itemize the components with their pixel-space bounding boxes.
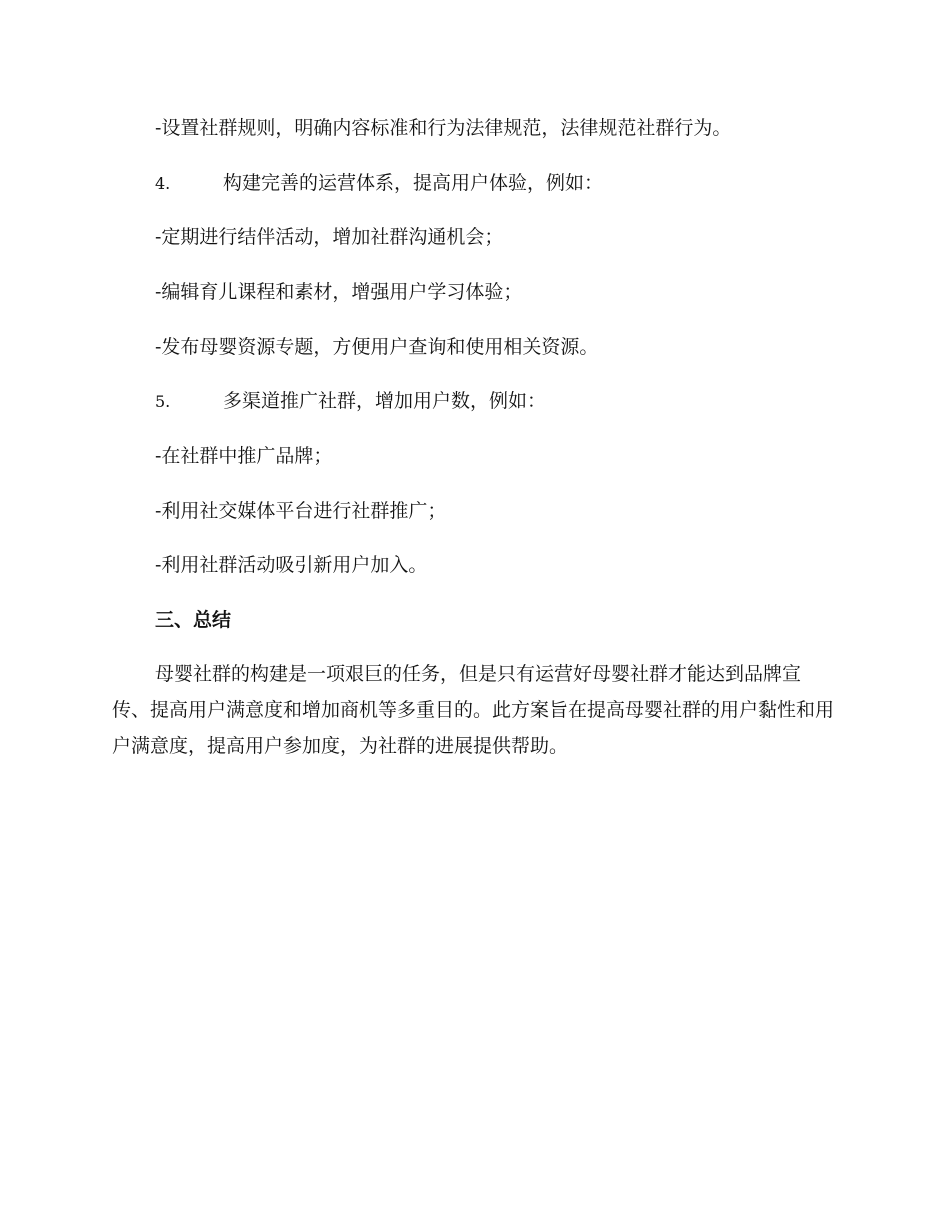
summary-paragraph <box>112 656 838 764</box>
section-heading: 三、总结 <box>155 609 232 631</box>
summary-text: 母婴社群的构建是一项艰巨的任务，但是只有运营好母婴社群才能达到品牌宣传、提高用户满意度和增加商机等多重目的。此方案旨在提高母婴社群的用户黏性和用户满意度，提高用户参加度，为社群的进展提供帮助。 <box>112 663 835 757</box>
item-text: 构建完善的运营体系，提高用户体验，例如： <box>223 172 604 194</box>
bullet-text: -发布母婴资源专题，方便用户查询和使用相关资源。 <box>155 336 599 358</box>
numbered-item-5 <box>155 387 546 416</box>
bullet-text: -利用社群活动吸引新用户加入。 <box>155 554 428 576</box>
bullet-text: -设置社群规则，明确内容标准和行为法律规范，法律规范社群行为。 <box>155 117 732 139</box>
bullet-text: -编辑育儿课程和素材，增强用户学习体验； <box>155 281 523 303</box>
bullet-text: -利用社交媒体平台进行社群推广； <box>155 500 447 522</box>
bullet-line <box>155 333 598 361</box>
bullet-line <box>155 551 427 579</box>
bullet-line <box>155 223 503 251</box>
bullet-line <box>155 497 446 525</box>
item-number: 5. <box>155 392 171 411</box>
bullet-text: -在社群中推广品牌； <box>155 445 333 467</box>
bullet-line <box>155 114 731 142</box>
item-text: 多渠道推广社群，增加用户数，例如： <box>223 390 547 412</box>
bullet-line <box>155 278 522 306</box>
item-number: 4. <box>155 174 171 193</box>
numbered-item-4 <box>155 169 603 198</box>
bullet-line <box>155 442 332 470</box>
bullet-text: -定期进行结伴活动，增加社群沟通机会； <box>155 226 504 248</box>
